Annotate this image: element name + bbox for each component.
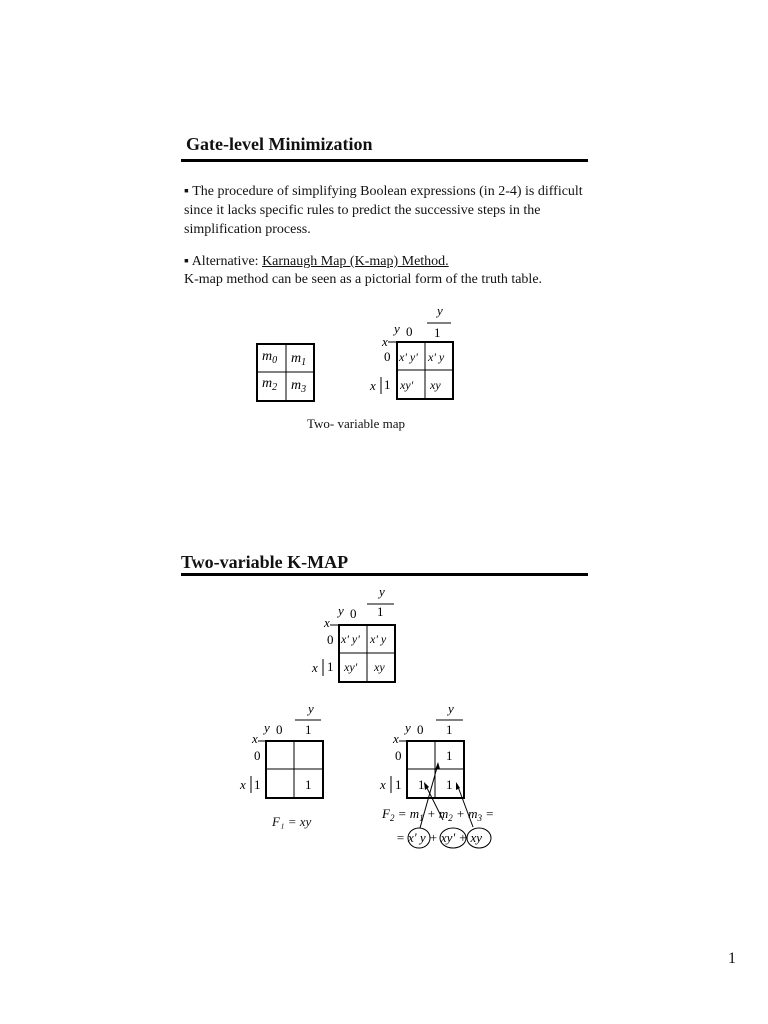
bullet-1: ▪ The procedure of simplifying Boolean expressions (in 2-4) is difficult since it lacks specific rules to predict the successive steps in the simplification process. (184, 184, 583, 237)
svg-text:x: x (312, 660, 318, 675)
m3-label: $m_3$ (291, 378, 307, 395)
f2-map (370, 700, 515, 852)
f1-equation: F₁ = xy (272, 814, 312, 829)
svg-text:x: x (382, 334, 388, 349)
section1-title: Gate-level Minimization (186, 134, 373, 154)
svg-text:1: 1 (446, 777, 453, 792)
svg-text:1: 1 (395, 777, 402, 792)
svg-text:1: 1 (377, 604, 384, 619)
svg-text:y: y (264, 720, 270, 735)
svg-text:y: y (338, 603, 344, 618)
svg-text:x: x (380, 777, 386, 792)
svg-text:x: x (393, 731, 399, 746)
svg-text:y: y (308, 701, 314, 716)
svg-text:= x' y + xy' + xy: = x' y + xy' + xy (396, 830, 482, 845)
svg-text:1: 1 (384, 377, 391, 392)
svg-text:x' y: x' y (428, 350, 445, 364)
svg-text:1: 1 (327, 659, 334, 674)
svg-text:0: 0 (350, 606, 357, 621)
kmap-description: K-map method can be seen as a pictorial form of the truth table. (184, 272, 543, 287)
svg-text:1: 1 (446, 748, 453, 763)
svg-text:1: 1 (446, 722, 453, 737)
svg-text:y: y (437, 303, 443, 318)
svg-text:xy': xy' (344, 660, 358, 674)
svg-text:1: 1 (254, 777, 261, 792)
f1-cell-11: 1 (305, 777, 312, 792)
m2-label: $m_2$ (262, 376, 278, 393)
minterm-grid (250, 336, 320, 406)
svg-text:xy: xy (430, 378, 441, 392)
f1-map (232, 700, 332, 805)
bullet-2 (184, 252, 588, 271)
figure-caption: Two- variable map (307, 416, 405, 431)
kmap-method-link: Karnaugh Map (K-map) Method. (262, 254, 449, 269)
variable-map-1 (360, 300, 470, 412)
page-number: 1 (728, 950, 736, 967)
svg-text:y: y (448, 701, 454, 716)
svg-text:y: y (405, 720, 411, 735)
svg-text:x' y': x' y' (341, 632, 360, 646)
svg-text:F2 = m1 + m2 + m3 =: $F_2 = m_1 + m_2 + m_3$ = (382, 806, 494, 823)
variable-map-2 (300, 582, 410, 687)
svg-text:0: 0 (417, 722, 424, 737)
svg-text:0: 0 (384, 349, 391, 364)
svg-text:xy: xy (374, 660, 385, 674)
svg-text:1: 1 (434, 325, 441, 340)
svg-text:x' y': x' y' (399, 350, 418, 364)
svg-text:1: 1 (418, 777, 425, 792)
bullet-2-prefix: ▪ Alternative: (184, 254, 263, 269)
section2-rule (181, 573, 588, 576)
svg-text:x: x (324, 615, 330, 630)
svg-text:0: 0 (327, 632, 334, 647)
svg-text:x' y: x' y (370, 632, 387, 646)
svg-text:xy': xy' (400, 378, 414, 392)
svg-text:x: x (240, 777, 246, 792)
svg-text:0: 0 (276, 722, 283, 737)
svg-text:1: 1 (305, 722, 312, 737)
svg-text:x: x (252, 731, 258, 746)
svg-text:0: 0 (406, 324, 413, 339)
m1-label: $m_1$ (291, 351, 307, 368)
section1-rule (181, 159, 588, 162)
svg-text:y: y (379, 584, 385, 599)
svg-text:0: 0 (254, 748, 261, 763)
m0-label: $m_0$ (262, 349, 278, 366)
svg-text:y: y (394, 321, 400, 336)
svg-text:0: 0 (395, 748, 402, 763)
section2-title: Two-variable K-MAP (181, 552, 349, 572)
svg-text:x: x (370, 378, 376, 393)
